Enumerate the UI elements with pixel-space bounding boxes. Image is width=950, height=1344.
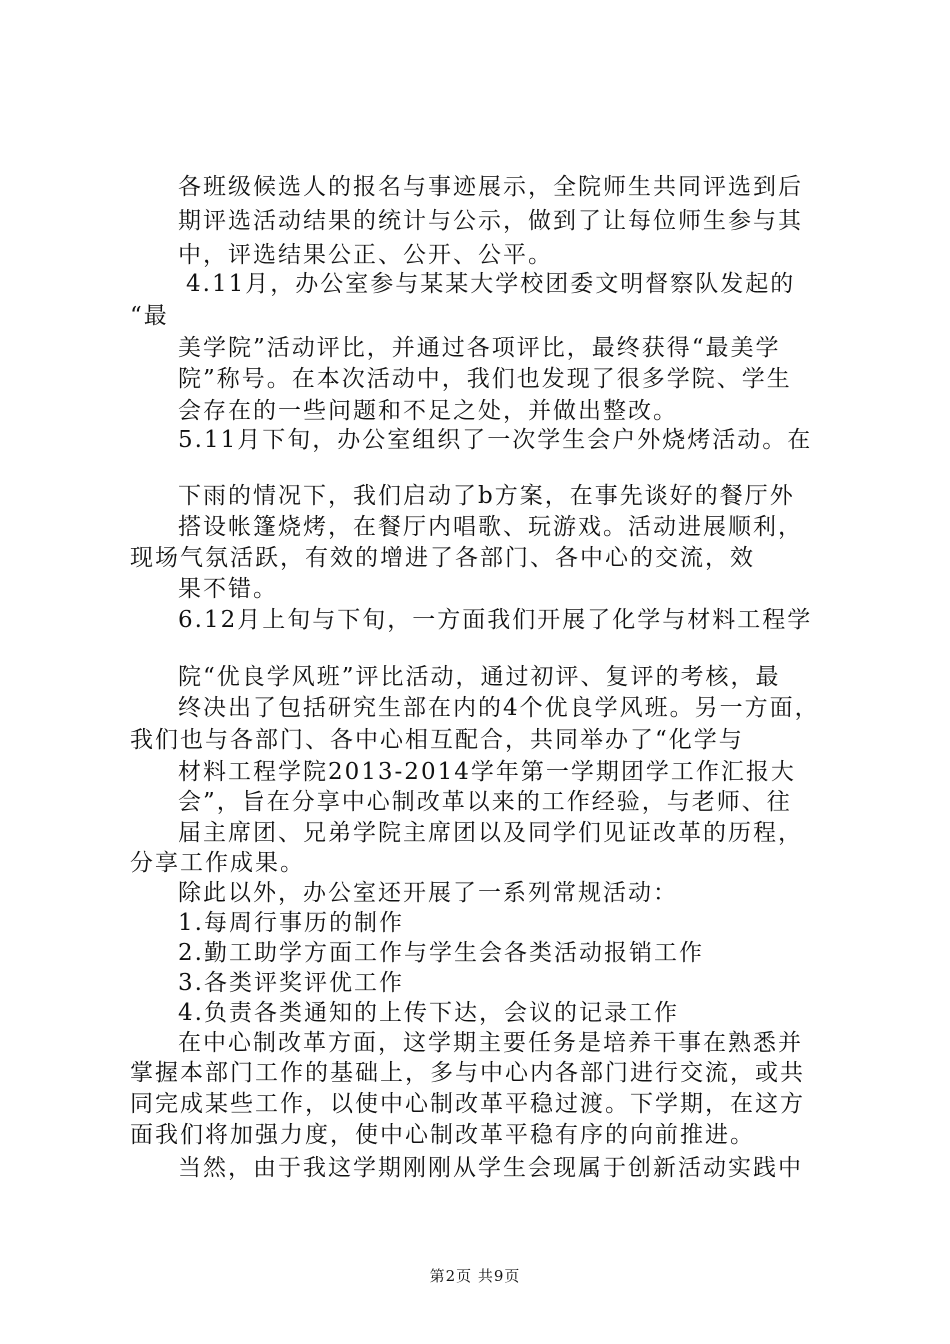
text-line: 院”称号。在本次活动中，我们也发现了很多学院、学生 [178,366,792,392]
text-line: 4.11月，办公室参与某某大学校团委文明督察队发起的 [186,271,796,297]
text-line: 届主席团、兄弟学院主席团以及同学们见证改革的历程， [178,820,803,846]
text-line: 同完成某些工作，以使中心制改革平稳过渡。下学期，在这方 [130,1091,805,1117]
text-line: 3.各类评奖评优工作 [178,970,404,996]
text-line: 5.11月下旬，办公室组织了一次学生会户外烧烤活动。在 [178,427,813,453]
text-line: 4.负责各类通知的上传下达，会议的记录工作 [178,1000,679,1026]
text-line: 在中心制改革方面，这学期主要任务是培养干事在熟悉并 [178,1030,803,1056]
text-line: 各班级候选人的报名与事迹展示，全院师生共同评选到后 [178,174,803,200]
text-line: 材料工程学院2013-2014学年第一学期团学工作汇报大 [178,759,796,785]
text-line: 我们也与各部门、各中心相互配合，共同举办了“化学与 [130,727,744,753]
text-line: 分享工作成果。 [130,850,305,876]
text-line: “最 [130,303,169,329]
text-line: 现场气氛活跃，有效的增进了各部门、各中心的交流，效 [130,545,755,571]
text-line: 美学院”活动评比，并通过各项评比，最终获得“最美学 [178,335,781,361]
text-line: 除此以外，办公室还开展了一系列常规活动： [178,880,678,906]
text-line: 果不错。 [178,576,278,602]
text-line: 院“优良学风班”评比活动，通过初评、复评的考核，最 [178,664,781,690]
text-line: 6.12月上旬与下旬，一方面我们开展了化学与材料工程学 [178,607,813,633]
text-line: 搭设帐篷烧烤，在餐厅内唱歌、玩游戏。活动进展顺利， [178,514,803,540]
text-line: 中，评选结果公正、公开、公平。 [178,242,553,268]
text-line: 下雨的情况下，我们启动了b方案，在事先谈好的餐厅外 [178,483,795,509]
text-line: 面我们将加强力度，使中心制改革平稳有序的向前推进。 [130,1122,755,1148]
text-line: 会”，旨在分享中心制改革以来的工作经验，与老师、往 [178,789,792,815]
text-line: 掌握本部门工作的基础上，多与中心内各部门进行交流，或共 [130,1060,805,1086]
text-line: 会存在的一些问题和不足之处，并做出整改。 [178,398,678,424]
text-line: 期评选活动结果的统计与公示，做到了让每位师生参与其 [178,208,803,234]
text-line: 2.勤工助学方面工作与学生会各类活动报销工作 [178,940,704,966]
text-line: 当然，由于我这学期刚刚从学生会现属于创新活动实践中 [178,1155,803,1181]
page-number-footer: 第2页 共9页 [429,1267,521,1285]
text-line: 终决出了包括研究生部在内的4个优良学风班。另一方面， [178,695,820,721]
text-line: 1.每周行事历的制作 [178,910,404,936]
